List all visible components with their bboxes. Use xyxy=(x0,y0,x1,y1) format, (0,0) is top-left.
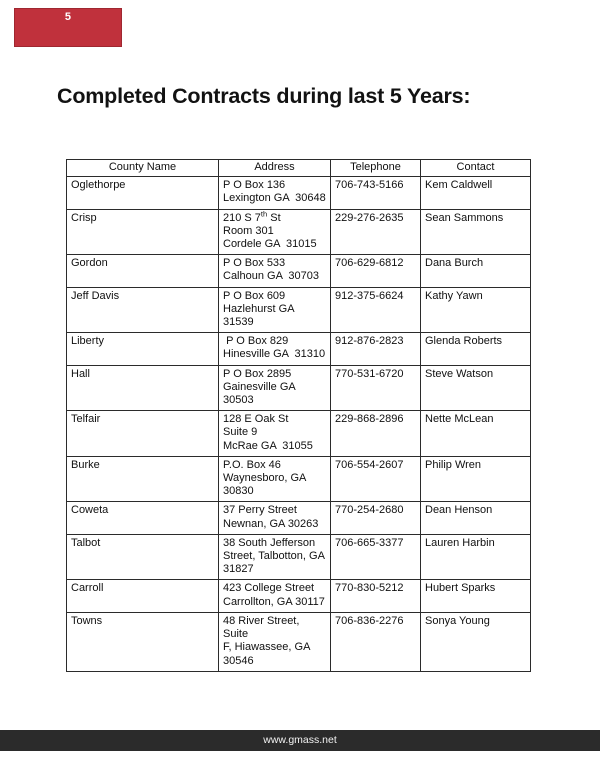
cell-county-name: Jeff Davis xyxy=(67,287,219,333)
table-row xyxy=(67,287,531,333)
cell-address xyxy=(219,580,331,612)
address-line: Suite 9 xyxy=(223,426,258,439)
address-line: F, Hiawassee, GA xyxy=(223,641,311,654)
cell-address xyxy=(219,365,331,411)
table-header-row xyxy=(67,160,531,177)
cell-contact: Dana Burch xyxy=(421,255,531,287)
table-row xyxy=(67,502,531,534)
table-row xyxy=(67,612,531,671)
page-title: Completed Contracts during last 5 Years: xyxy=(57,84,471,108)
address-line: 30503 xyxy=(223,394,254,407)
address-line: Gainesville GA xyxy=(223,380,296,393)
address-line: 31827 xyxy=(223,563,254,576)
cell-county-name: Liberty xyxy=(67,333,219,365)
ordinal-superscript: th xyxy=(260,208,268,218)
cell-address xyxy=(219,411,331,457)
column-header-telephone: Telephone xyxy=(331,160,421,177)
cell-contact: Kem Caldwell xyxy=(421,177,531,209)
address-line: Hinesville GA 31310 xyxy=(223,348,326,361)
cell-telephone: 229-868-2896 xyxy=(331,411,421,457)
address-line: Carrollton, GA 30117 xyxy=(223,595,325,608)
table-row xyxy=(67,177,531,209)
cell-contact: Sonya Young xyxy=(421,612,531,671)
table-row xyxy=(67,534,531,580)
table-row xyxy=(67,333,531,365)
cell-contact: Nette McLean xyxy=(421,411,531,457)
address-line: Street, Talbotton, GA xyxy=(223,550,325,563)
footer-url-label: www.gmass.net xyxy=(263,734,337,746)
cell-contact: Lauren Harbin xyxy=(421,534,531,580)
address-line: 30830 xyxy=(223,485,254,498)
cell-contact: Philip Wren xyxy=(421,456,531,502)
table-body xyxy=(67,177,531,672)
page-number-label: 5 xyxy=(64,11,72,23)
cell-contact: Sean Sammons xyxy=(421,209,531,255)
cell-county-name: Crisp xyxy=(67,209,219,255)
cell-telephone: 770-531-6720 xyxy=(331,365,421,411)
cell-address xyxy=(219,177,331,209)
cell-county-name: Talbot xyxy=(67,534,219,580)
address-line: 423 College Street xyxy=(223,582,315,595)
column-header-address: Address xyxy=(219,160,331,177)
table-row xyxy=(67,365,531,411)
address-line: Hazlehurst GA xyxy=(223,302,295,315)
address-line: Newnan, GA 30263 xyxy=(223,517,319,530)
table-row xyxy=(67,209,531,255)
column-header-county-name: County Name xyxy=(67,160,219,177)
table-row xyxy=(67,580,531,612)
cell-county-name: Carroll xyxy=(67,580,219,612)
cell-telephone: 229-276-2635 xyxy=(331,209,421,255)
address-line: McRae GA 31055 xyxy=(223,439,313,452)
cell-telephone: 912-876-2823 xyxy=(331,333,421,365)
cell-contact: Steve Watson xyxy=(421,365,531,411)
cell-telephone: 706-629-6812 xyxy=(331,255,421,287)
table-row xyxy=(67,456,531,502)
cell-contact: Hubert Sparks xyxy=(421,580,531,612)
cell-county-name: Telfair xyxy=(67,411,219,457)
address-line: 31539 xyxy=(223,316,254,329)
footer-bar xyxy=(0,730,600,751)
cell-county-name: Oglethorpe xyxy=(67,177,219,209)
column-header-contact: Contact xyxy=(421,160,531,177)
address-line: 210 S 7th St xyxy=(223,208,281,224)
cell-county-name: Burke xyxy=(67,456,219,502)
table-row xyxy=(67,255,531,287)
cell-contact: Kathy Yawn xyxy=(421,287,531,333)
cell-address xyxy=(219,534,331,580)
address-line: P O Box 533 xyxy=(223,257,286,270)
address-line: 38 South Jefferson xyxy=(223,536,316,549)
cell-address xyxy=(219,287,331,333)
cell-telephone: 706-665-3377 xyxy=(331,534,421,580)
cell-county-name: Towns xyxy=(67,612,219,671)
cell-address xyxy=(219,255,331,287)
address-line: Waynesboro, GA xyxy=(223,472,307,485)
cell-address xyxy=(219,333,331,365)
cell-county-name: Gordon xyxy=(67,255,219,287)
cell-telephone: 706-836-2276 xyxy=(331,612,421,671)
cell-address xyxy=(219,456,331,502)
address-line: Lexington GA 30648 xyxy=(223,192,326,205)
cell-telephone: 706-554-2607 xyxy=(331,456,421,502)
address-line: Cordele GA 31015 xyxy=(223,238,317,251)
cell-contact: Dean Henson xyxy=(421,502,531,534)
address-line: 30546 xyxy=(223,654,254,667)
cell-address xyxy=(219,502,331,534)
cell-contact: Glenda Roberts xyxy=(421,333,531,365)
page-number-banner xyxy=(14,8,122,47)
address-line: 128 E Oak St xyxy=(223,413,289,426)
cell-county-name: Hall xyxy=(67,365,219,411)
address-line: 37 Perry Street xyxy=(223,504,297,517)
address-line: P O Box 2895 xyxy=(223,367,292,380)
table-row xyxy=(67,411,531,457)
cell-county-name: Coweta xyxy=(67,502,219,534)
address-line: P.O. Box 46 xyxy=(223,458,281,471)
cell-address xyxy=(219,612,331,671)
address-line: Calhoun GA 30703 xyxy=(223,270,320,283)
cell-telephone: 770-830-5212 xyxy=(331,580,421,612)
contracts-table-container xyxy=(66,159,530,672)
cell-address xyxy=(219,209,331,255)
address-line: P O Box 136 xyxy=(223,179,286,192)
address-line: P O Box 829 xyxy=(223,335,289,348)
address-line: Room 301 xyxy=(223,224,274,237)
cell-telephone: 770-254-2680 xyxy=(331,502,421,534)
completed-contracts-table xyxy=(66,159,531,672)
address-line: 48 River Street, Suite xyxy=(223,614,303,641)
cell-telephone: 706-743-5166 xyxy=(331,177,421,209)
address-line: P O Box 609 xyxy=(223,289,286,302)
cell-telephone: 912-375-6624 xyxy=(331,287,421,333)
